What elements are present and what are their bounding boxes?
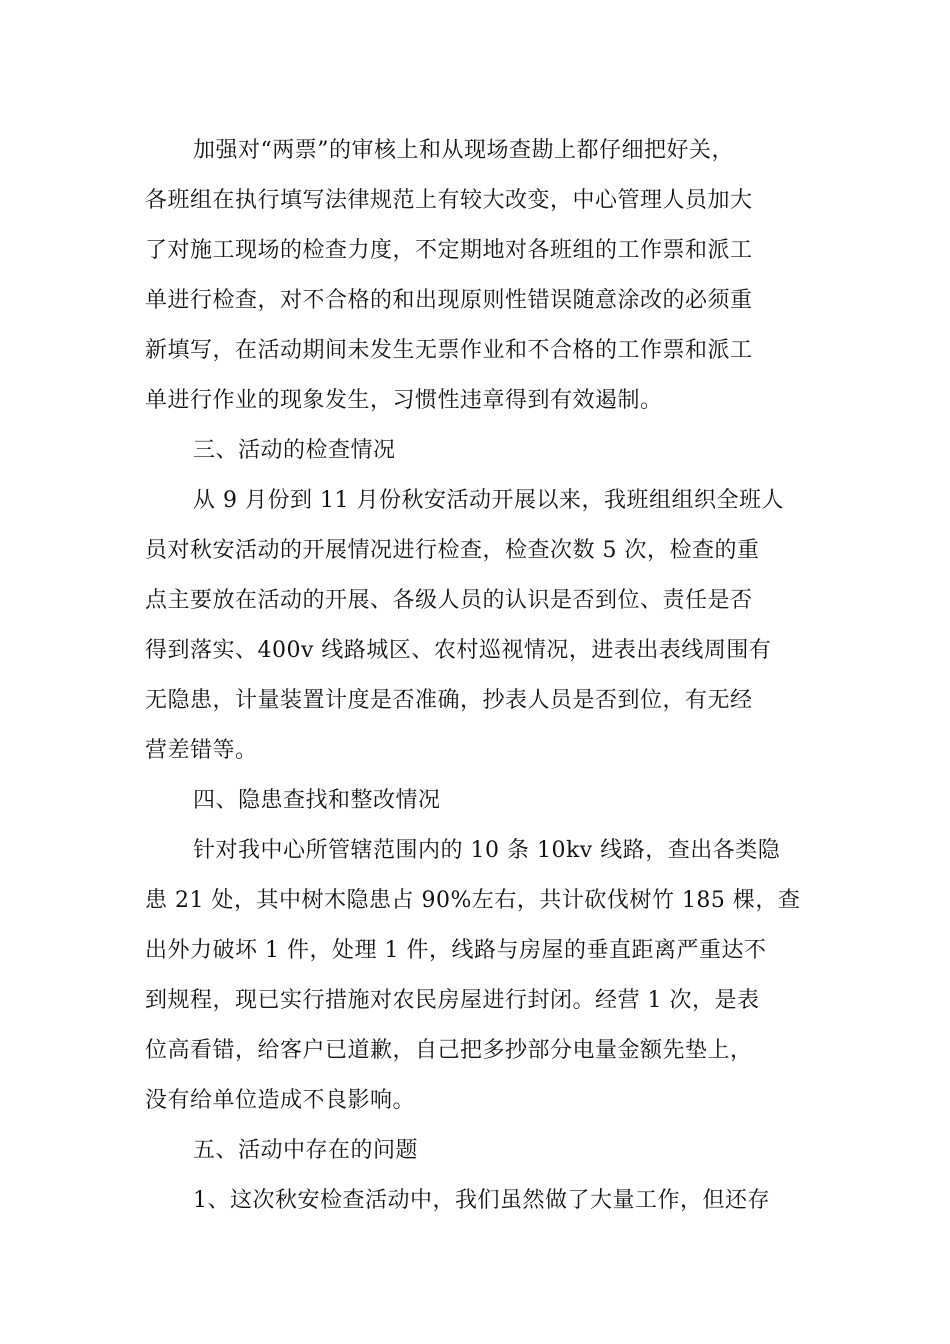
paragraph-line: 到规程，现已实行措施对农民房屋进行封闭。经营 1 次，是表 xyxy=(145,988,760,1013)
paragraph-line: 出外力破坏 1 件，处理 1 件，线路与房屋的垂直距离严重达不 xyxy=(145,938,767,963)
paragraph-line: 患 21 处，其中树木隐患占 90%左右，共计砍伐树竹 185 棵，查 xyxy=(145,888,801,913)
paragraph-line: 单进行检查，对不合格的和出现原则性错误随意涂改的必须重 xyxy=(145,288,753,313)
paragraph-line: 各班组在执行填写法律规范上有较大改变，中心管理人员加大 xyxy=(145,188,753,213)
document-body xyxy=(145,126,807,1226)
paragraph-line: 了对施工现场的检查力度，不定期地对各班组的工作票和派工 xyxy=(145,238,753,263)
section-heading: 三、活动的检查情况 xyxy=(193,438,396,463)
paragraph-line: 点主要放在活动的开展、各级人员的认识是否到位、责任是否 xyxy=(145,588,753,613)
paragraph-line: 针对我中心所管辖范围内的 10 条 10kv 线路，查出各类隐 xyxy=(193,838,781,863)
paragraph-line: 新填写，在活动期间未发生无票作业和不合格的工作票和派工 xyxy=(145,338,753,363)
paragraph-line: 从 9 月份到 11 月份秋安活动开展以来，我班组组织全班人 xyxy=(193,488,784,513)
paragraph-line: 得到落实、400v 线路城区、农村巡视情况，进表出表线周围有 xyxy=(145,638,772,663)
section-heading: 四、隐患查找和整改情况 xyxy=(193,788,441,813)
paragraph-line: 没有给单位造成不良影响。 xyxy=(145,1088,416,1113)
paragraph-line: 营差错等。 xyxy=(145,738,258,763)
paragraph-line: 无隐患，计量装置计度是否准确，抄表人员是否到位，有无经 xyxy=(145,688,753,713)
paragraph-line: 单进行作业的现象发生，习惯性违章得到有效遏制。 xyxy=(145,388,663,413)
section-heading: 五、活动中存在的问题 xyxy=(193,1138,419,1163)
paragraph-line: 员对秋安活动的开展情况进行检查，检查次数 5 次，检查的重 xyxy=(145,538,760,563)
paragraph-line: 加强对“两票”的审核上和从现场查勘上都仔细把好关， xyxy=(193,138,734,163)
paragraph-line: 位高看错，给客户已道歉，自己把多抄部分电量金额先垫上， xyxy=(145,1038,753,1063)
paragraph-line: 1、这次秋安检查活动中，我们虽然做了大量工作，但还存 xyxy=(193,1188,770,1213)
